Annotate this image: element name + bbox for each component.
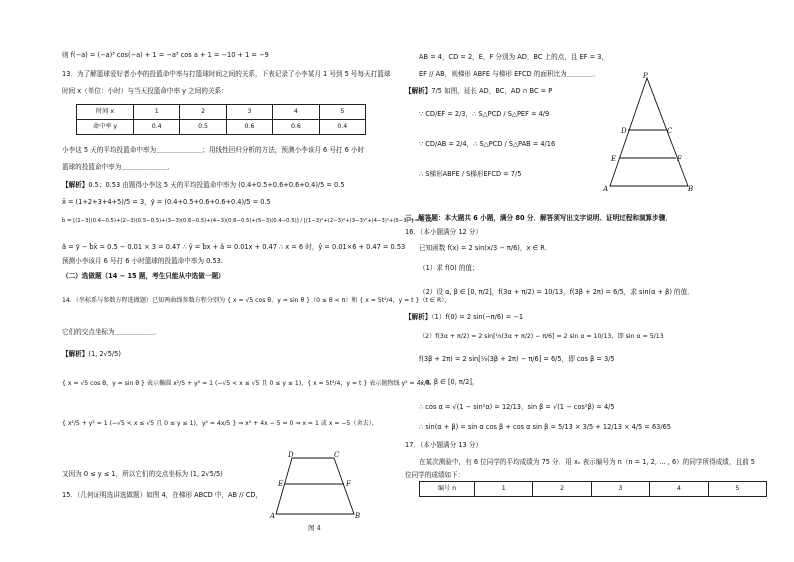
trapezoid-figure (268, 450, 368, 535)
table-cell: 命中率 y (77, 120, 134, 135)
question-17-text: 在某次测验中，有 6 位同学的平均成绩为 75 分．用 xₙ 表示编号为 n（n = 1, 2, … , 6）的同学所得成绩，且前 5 (419, 458, 755, 466)
answer-14 (62, 350, 121, 358)
answer-15-step: ∴ S梯形ABFE / S梯形EFCD = 7/5 (419, 170, 522, 178)
answer-label: 【解析】 (62, 350, 89, 358)
answer-label: 【解析】 (405, 313, 432, 321)
answer-label: 【解析】 (62, 181, 89, 189)
answer-13-conclusion: 预测小李该月 6 号打 6 小时篮球的投篮命中率为 0.53. (62, 257, 223, 265)
answer-16-step: f(3β + 2π) = 2 sin[⅓(3β + 2π) − π/6] = 6/5，即 cos β = 3/5 (419, 355, 615, 363)
label-d: D (288, 451, 294, 459)
answer-14-result: 又因为 0 ≤ y ≤ 1，所以它们的交点坐标为 (1, 2√5/5) (62, 470, 223, 478)
question-13-text: 13．为了解篮球爱好者小李的投篮命中率与打篮球时间之间的关系，下表记录了小李某月 1 号到 5 号每天打篮球 (62, 70, 391, 78)
label-e: E (611, 155, 617, 163)
question-14-text: 14．（坐标系与参数方程选做题）已知两曲线参数方程分别为 { x = √5 cos θ，y = sin θ }（0 ≤ θ < π）和 { x = 5t²/4，y = t }（t ∈ R）， (62, 297, 451, 304)
table-cell: 0.4 (134, 120, 180, 135)
answer-16-step: ∵ α, β ∈ [0, π/2]， (419, 378, 479, 386)
label-c: C (334, 451, 340, 459)
table-cell: 0.5 (180, 120, 226, 135)
table-cell: 时间 x (77, 105, 134, 120)
table-cell: 2 (533, 482, 591, 497)
question-13-text: 时间 x（单位：小时）与当天投篮命中率 y 之间的关系： (62, 87, 228, 95)
question-15-continued: EF // AB，则梯形 ABFE 与梯形 EFCD 的面积比为＿＿＿＿． (419, 70, 600, 78)
answer-13-intercept: â = ȳ − b̂x̄ = 0.5 − 0.01 × 3 = 0.47 ∴ ŷ = b̂x + â = 0.01x + 0.47 ∴ x = 6 时，ŷ = 0.01×6 + 0.47 = 0.53 (62, 243, 406, 251)
answer-15 (405, 87, 552, 95)
question-16-heading: 16．（本小题满分 12 分） (405, 228, 483, 236)
question-16-part1: （1）求 f(0) 的值； (419, 264, 479, 272)
answer-text: （1）f(0) = 2 sin(−π/6) = −1 (431, 313, 524, 321)
answer-14-curves: { x = √5 cos θ，y = sin θ } 表示椭圆 x²/5 + y² = 1 (−√5 < x ≤ √5 且 0 ≤ y ≤ 1)，{ x = 5t²/4，y = t } 表示抛物线 y² = 4x/5 (62, 380, 430, 387)
question-13-text: 篮球的投篮命中率为＿＿＿＿＿＿＿． (62, 163, 175, 171)
label-f: F (677, 155, 682, 163)
label-f: F (346, 480, 351, 488)
question-16-text: 已知函数 f(x) = 2 sin(x/3 − π/6)，x ∈ R． (419, 244, 552, 252)
label-b: B (355, 512, 361, 520)
question-14-text: 它们的交点坐标为＿＿＿＿＿＿． (62, 328, 161, 336)
answer-label: 【解析】 (405, 87, 432, 95)
question-13-text: 小李这 5 天的平均投篮命中率为＿＿＿＿＿＿＿；用线性回归分析的方法，预测小李该月 6 号打 6 小时 (62, 146, 365, 154)
table-cell: 3 (226, 105, 272, 120)
table-cell: 0.6 (226, 120, 272, 135)
table-cell: 5 (708, 482, 766, 497)
answer-16-step: ∴ cos α = √(1 − sin²α) = 12/13，sin β = √(1 − cos²β) = 4/5 (419, 403, 615, 411)
triangle-figure (602, 72, 702, 194)
table-cell: 1 (134, 105, 180, 120)
text-line: 则 f(−a) = (−a)³ cos(−a) + 1 = −a³ cos a + 1 = −10 + 1 = −9 (62, 51, 269, 59)
answer-16 (405, 313, 523, 321)
figure-caption: 图 4 (308, 524, 321, 532)
question-15-text: 15．（几何证明选讲选做题）如图 4，在梯形 ABCD 中，AB // CD， (62, 491, 262, 499)
section-heading: 三、解答题：本大题共 6 小题，满分 80 分．解答须写出文字说明、证明过程和演算步骤． (405, 214, 672, 222)
answer-text: 0.5；0.53 由题得小李这 5 天的平均投篮命中率为 (0.4+0.5+0.6+0.6+0.4)/5 = 0.5 (88, 181, 345, 189)
question-16-part2: （2）设 α, β ∈ [0, π/2]，f(3α + π/2) = 10/13，f(3β + 2π) = 6/5，求 sin(α + β) 的值． (419, 288, 694, 296)
answer-14-solve: { x²/5 + y² = 1 (−√5 < x ≤ √5 且 0 ≤ y ≤ 1)，y² = 4x/5 } ⇒ x² + 4x − 5 = 0 ⇒ x = 1 或 x = −5（舍去）， (62, 420, 378, 427)
question-17-heading: 17．（本小题满分 13 分） (405, 441, 483, 449)
answer-15-step: ∵ CD/EF = 2/3，∴ S△PCD / S△PEF = 4/9 (419, 110, 550, 118)
label-b: B (688, 185, 694, 193)
table-cell: 0.6 (273, 120, 319, 135)
table-row (420, 482, 767, 497)
answer-13-slope: b̂ = [(1−3)(0.4−0.5)+(2−3)(0.5−0.5)+(3−3)(0.6−0.5)+(4−3)(0.6−0.5)+(5−3)(0.4−0.5)] / [(1−3)²+(2−3)²+(3−3)²+(4−3)²+(5−3)²] = 0.01 (62, 218, 433, 224)
table-cell: 1 (475, 482, 533, 497)
label-d: D (621, 127, 627, 135)
table-cell: 3 (591, 482, 649, 497)
table-cell: 0.4 (319, 120, 365, 135)
data-table-hours-hitrate (76, 104, 366, 135)
answer-text: (1, 2√5/5) (88, 350, 121, 358)
answer-15-step: ∵ CD/AB = 2/4，∴ S△PCD / S△PAB = 4/16 (419, 140, 556, 148)
table-cell: 4 (650, 482, 708, 497)
label-p: P (643, 72, 648, 80)
label-a: A (270, 512, 276, 520)
trapezoid-outline (276, 458, 354, 514)
table-row (77, 120, 366, 135)
table-cell: 2 (180, 105, 226, 120)
table-cell: 5 (319, 105, 365, 120)
label-a: A (603, 185, 609, 193)
answer-text: 7/5 如图，延长 AD，BC，AD ∩ BC = P (431, 87, 553, 95)
question-15-continued: AB = 4，CD = 2，E，F 分别为 AD，BC 上的点，且 EF = 3， (419, 53, 609, 61)
answer-16-step: ∴ sin(α + β) = sin α cos β + cos α sin β = 5/13 × 3/5 + 12/13 × 4/5 = 63/65 (419, 423, 671, 431)
label-e: E (278, 480, 284, 488)
question-17-text: 位同学的成绩如下： (405, 471, 465, 479)
answer-13-mean: x̄ = (1+2+3+4+5)/5 = 3，ȳ = (0.4+0.5+0.6+0.6+0.4)/5 = 0.5 (62, 198, 271, 206)
answer-13 (62, 181, 345, 189)
data-table-student-number (419, 481, 767, 497)
table-cell: 编号 n (420, 482, 475, 497)
answer-16-step: （2）f(3α + π/2) = 2 sin[⅓(3α + π/2) − π/6] = 2 sin α = 10/13，即 sin α = 5/13 (419, 333, 664, 340)
table-cell: 4 (273, 105, 319, 120)
section-heading: （二）选做题（14 ~ 15 题，考生只能从中选做一题） (62, 272, 225, 280)
label-c: C (667, 127, 673, 135)
table-row (77, 105, 366, 120)
